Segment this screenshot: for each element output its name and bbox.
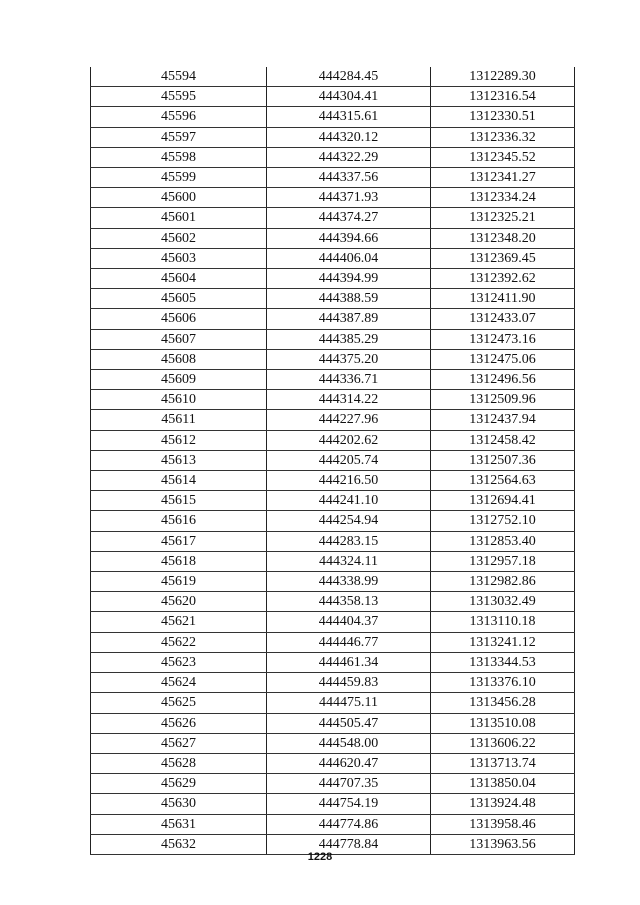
table-row: [91, 673, 575, 693]
x-coordinate-cell: 444394.99: [267, 269, 431, 289]
point-id-cell: 45621: [91, 612, 267, 632]
point-id-cell: 45602: [91, 228, 267, 248]
x-coordinate-cell: 444406.04: [267, 248, 431, 268]
y-coordinate-cell: 1313958.46: [431, 814, 575, 834]
x-coordinate-cell: 444404.37: [267, 612, 431, 632]
x-coordinate-cell: 444241.10: [267, 491, 431, 511]
y-coordinate-cell: 1312392.62: [431, 269, 575, 289]
y-coordinate-cell: 1312982.86: [431, 572, 575, 592]
y-coordinate-cell: 1312437.94: [431, 410, 575, 430]
point-id-cell: 45632: [91, 834, 267, 854]
y-coordinate-cell: 1313713.74: [431, 753, 575, 773]
x-coordinate-cell: 444304.41: [267, 87, 431, 107]
table-row: [91, 551, 575, 571]
x-coordinate-cell: 444205.74: [267, 450, 431, 470]
x-coordinate-cell: 444754.19: [267, 794, 431, 814]
y-coordinate-cell: 1312752.10: [431, 511, 575, 531]
table-row: [91, 774, 575, 794]
y-coordinate-cell: 1313456.28: [431, 693, 575, 713]
point-id-cell: 45606: [91, 309, 267, 329]
table-row: [91, 248, 575, 268]
point-id-cell: 45630: [91, 794, 267, 814]
x-coordinate-cell: 444375.20: [267, 349, 431, 369]
x-coordinate-cell: 444548.00: [267, 733, 431, 753]
x-coordinate-cell: 444315.61: [267, 107, 431, 127]
table-row: [91, 410, 575, 430]
table-row: [91, 228, 575, 248]
point-id-cell: 45622: [91, 632, 267, 652]
table-row: [91, 309, 575, 329]
y-coordinate-cell: 1312433.07: [431, 309, 575, 329]
y-coordinate-cell: 1313606.22: [431, 733, 575, 753]
x-coordinate-cell: 444394.66: [267, 228, 431, 248]
point-id-cell: 45604: [91, 269, 267, 289]
y-coordinate-cell: 1312345.52: [431, 147, 575, 167]
x-coordinate-cell: 444314.22: [267, 390, 431, 410]
table-row: [91, 794, 575, 814]
point-id-cell: 45625: [91, 693, 267, 713]
y-coordinate-cell: 1312348.20: [431, 228, 575, 248]
point-id-cell: 45600: [91, 188, 267, 208]
table-row: [91, 349, 575, 369]
x-coordinate-cell: 444374.27: [267, 208, 431, 228]
point-id-cell: 45594: [91, 67, 267, 87]
x-coordinate-cell: 444336.71: [267, 370, 431, 390]
x-coordinate-cell: 444284.45: [267, 67, 431, 87]
point-id-cell: 45613: [91, 450, 267, 470]
y-coordinate-cell: 1313924.48: [431, 794, 575, 814]
x-coordinate-cell: 444322.29: [267, 147, 431, 167]
y-coordinate-cell: 1312341.27: [431, 168, 575, 188]
x-coordinate-cell: 444774.86: [267, 814, 431, 834]
x-coordinate-cell: 444338.99: [267, 572, 431, 592]
table-row: [91, 632, 575, 652]
x-coordinate-cell: 444707.35: [267, 774, 431, 794]
point-id-cell: 45629: [91, 774, 267, 794]
table-row: [91, 612, 575, 632]
x-coordinate-cell: 444320.12: [267, 127, 431, 147]
table-row: [91, 289, 575, 309]
table-row: [91, 188, 575, 208]
x-coordinate-cell: 444324.11: [267, 551, 431, 571]
point-id-cell: 45595: [91, 87, 267, 107]
page-number: 1228: [307, 851, 333, 863]
y-coordinate-cell: 1312289.30: [431, 67, 575, 87]
point-id-cell: 45616: [91, 511, 267, 531]
y-coordinate-cell: 1312316.54: [431, 87, 575, 107]
point-id-cell: 45610: [91, 390, 267, 410]
point-id-cell: 45597: [91, 127, 267, 147]
table-row: [91, 592, 575, 612]
y-coordinate-cell: 1313110.18: [431, 612, 575, 632]
y-coordinate-cell: 1312330.51: [431, 107, 575, 127]
y-coordinate-cell: 1312496.56: [431, 370, 575, 390]
coordinates-table-body: [91, 67, 575, 854]
y-coordinate-cell: 1312336.32: [431, 127, 575, 147]
y-coordinate-cell: 1312853.40: [431, 531, 575, 551]
y-coordinate-cell: 1312564.63: [431, 471, 575, 491]
y-coordinate-cell: 1312325.21: [431, 208, 575, 228]
y-coordinate-cell: 1313032.49: [431, 592, 575, 612]
y-coordinate-cell: 1313241.12: [431, 632, 575, 652]
table-row: [91, 652, 575, 672]
x-coordinate-cell: 444385.29: [267, 329, 431, 349]
coordinates-table: [90, 67, 575, 855]
point-id-cell: 45596: [91, 107, 267, 127]
y-coordinate-cell: 1313850.04: [431, 774, 575, 794]
table-row: [91, 87, 575, 107]
point-id-cell: 45615: [91, 491, 267, 511]
x-coordinate-cell: 444461.34: [267, 652, 431, 672]
table-row: [91, 390, 575, 410]
table-row: [91, 67, 575, 87]
x-coordinate-cell: 444254.94: [267, 511, 431, 531]
table-row: [91, 471, 575, 491]
point-id-cell: 45631: [91, 814, 267, 834]
point-id-cell: 45608: [91, 349, 267, 369]
table-row: [91, 147, 575, 167]
y-coordinate-cell: 1312694.41: [431, 491, 575, 511]
table-row: [91, 430, 575, 450]
y-coordinate-cell: 1312411.90: [431, 289, 575, 309]
y-coordinate-cell: 1312475.06: [431, 349, 575, 369]
x-coordinate-cell: 444216.50: [267, 471, 431, 491]
point-id-cell: 45611: [91, 410, 267, 430]
x-coordinate-cell: 444388.59: [267, 289, 431, 309]
x-coordinate-cell: 444227.96: [267, 410, 431, 430]
point-id-cell: 45623: [91, 652, 267, 672]
point-id-cell: 45628: [91, 753, 267, 773]
y-coordinate-cell: 1313963.56: [431, 834, 575, 854]
point-id-cell: 45612: [91, 430, 267, 450]
y-coordinate-cell: 1312509.96: [431, 390, 575, 410]
table-row: [91, 491, 575, 511]
table-row: [91, 693, 575, 713]
table-row: [91, 713, 575, 733]
y-coordinate-cell: 1313376.10: [431, 673, 575, 693]
point-id-cell: 45607: [91, 329, 267, 349]
x-coordinate-cell: 444505.47: [267, 713, 431, 733]
x-coordinate-cell: 444778.84: [267, 834, 431, 854]
y-coordinate-cell: 1313344.53: [431, 652, 575, 672]
point-id-cell: 45617: [91, 531, 267, 551]
table-row: [91, 450, 575, 470]
y-coordinate-cell: 1312473.16: [431, 329, 575, 349]
x-coordinate-cell: 444459.83: [267, 673, 431, 693]
point-id-cell: 45599: [91, 168, 267, 188]
table-row: [91, 733, 575, 753]
table-row: [91, 168, 575, 188]
x-coordinate-cell: 444387.89: [267, 309, 431, 329]
table-row: [91, 753, 575, 773]
point-id-cell: 45601: [91, 208, 267, 228]
point-id-cell: 45626: [91, 713, 267, 733]
x-coordinate-cell: 444283.15: [267, 531, 431, 551]
point-id-cell: 45618: [91, 551, 267, 571]
point-id-cell: 45614: [91, 471, 267, 491]
point-id-cell: 45609: [91, 370, 267, 390]
table-row: [91, 370, 575, 390]
point-id-cell: 45603: [91, 248, 267, 268]
x-coordinate-cell: 444446.77: [267, 632, 431, 652]
x-coordinate-cell: 444475.11: [267, 693, 431, 713]
table-row: [91, 127, 575, 147]
table-row: [91, 531, 575, 551]
point-id-cell: 45620: [91, 592, 267, 612]
point-id-cell: 45627: [91, 733, 267, 753]
x-coordinate-cell: 444337.56: [267, 168, 431, 188]
table-row: [91, 814, 575, 834]
y-coordinate-cell: 1312458.42: [431, 430, 575, 450]
point-id-cell: 45619: [91, 572, 267, 592]
table-row: [91, 329, 575, 349]
x-coordinate-cell: 444620.47: [267, 753, 431, 773]
y-coordinate-cell: 1313510.08: [431, 713, 575, 733]
y-coordinate-cell: 1312369.45: [431, 248, 575, 268]
table-row: [91, 511, 575, 531]
point-id-cell: 45598: [91, 147, 267, 167]
x-coordinate-cell: 444358.13: [267, 592, 431, 612]
table-row: [91, 107, 575, 127]
point-id-cell: 45624: [91, 673, 267, 693]
y-coordinate-cell: 1312957.18: [431, 551, 575, 571]
y-coordinate-cell: 1312507.36: [431, 450, 575, 470]
x-coordinate-cell: 444371.93: [267, 188, 431, 208]
y-coordinate-cell: 1312334.24: [431, 188, 575, 208]
point-id-cell: 45605: [91, 289, 267, 309]
table-row: [91, 208, 575, 228]
table-row: [91, 269, 575, 289]
table-row: [91, 572, 575, 592]
x-coordinate-cell: 444202.62: [267, 430, 431, 450]
